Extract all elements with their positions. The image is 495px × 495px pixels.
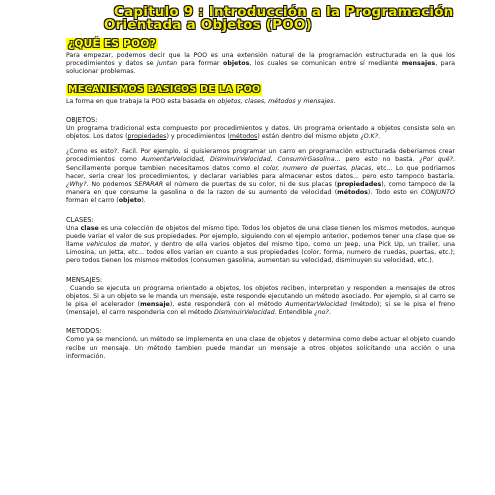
text: ). Todo esto en	[367, 189, 421, 197]
text-bold: mensaje	[140, 301, 170, 309]
text: forman el carro (	[66, 197, 119, 205]
que-es-paragraph	[66, 52, 455, 77]
text: ... pero esto no basta.	[334, 156, 420, 164]
text-bold: métodos	[337, 189, 368, 197]
text-italic: SEPARAR	[134, 181, 164, 189]
text-italic: AumentarVelocidad, DisminuirVelocidad, ConsumirGasolina	[141, 156, 335, 164]
text: ), este responderá con el método	[169, 301, 286, 309]
text-italic: vehiculos de motor	[86, 241, 150, 249]
text: , los cuales se comunican entre sí mediante	[249, 60, 402, 68]
text: , etc... Lo que podriamos hacer, seria crear los procedimientos, y declarar variables para almacenar estos datos... pero esto tampoco bastaría.	[66, 164, 455, 180]
text: , para solucionar problemas.	[66, 60, 455, 76]
objetos-paragraph-2	[66, 148, 455, 205]
text-italic: ¿Why?	[66, 181, 87, 189]
chapter-title-line-1: Capitulo 9 : Introducción a la Programación	[114, 4, 454, 20]
mecanismos-paragraph	[66, 98, 455, 106]
text-bold: objeto	[118, 197, 142, 205]
text-italic: DisminuirVelocidad	[214, 309, 275, 317]
text: . No podemos	[86, 181, 135, 189]
text: para formar	[177, 60, 224, 68]
text: .	[378, 133, 381, 141]
metodos-paragraph: Como ya se mencionó, un método se implementa en una clase de objetos y determina como debe actuar el objeto cuando recibe un mensaje. Un método tambien puede mandar un mensaje a otros objetos solicitando una acción o una información.	[66, 336, 455, 360]
text-italic: color, numero de puertas, placas	[262, 164, 372, 172]
mensajes-paragraph	[66, 285, 455, 318]
text-italic: objetos, clases, métodos y mensajes	[217, 97, 334, 105]
text: ) están dentro del mismo objeto	[257, 133, 361, 141]
text: . Sencillamente porque tambien necesitamos datos como el	[66, 156, 455, 172]
text-bold: clase	[80, 224, 99, 232]
text-italic: ¿Por qué?	[419, 156, 453, 164]
text-italic: ¿no?	[314, 309, 329, 317]
text-italic: CONJUNTO	[420, 189, 455, 197]
text-bold: propiedades	[337, 181, 382, 189]
text-underline: métodos	[229, 133, 258, 141]
text: Para empezar, podemos decir que la POO es una extensión natural de la programación estructurada en la que los procedimientos y datos se	[66, 52, 455, 68]
text-underline: propiedades	[127, 133, 167, 141]
text: ), como tampoco de la manera en que consume la gasolina o de la razon de su aumento de velocidad (	[66, 181, 455, 197]
section-title-mecanismos: MECANISMOS BASICOS DE LA POO	[68, 83, 261, 95]
text: .	[328, 309, 331, 317]
clases-paragraph	[66, 225, 455, 266]
text: Cuando se ejecuta un programa orientado a objetos, los objetos reciben, interpretan y responden a mensajes de otros objetos. Si a un objeto se le manda un mensaje, este responde ejecutando un método asociado. Por ejemplo, si al carro se le pisa el acelerador (	[66, 284, 455, 309]
heading-metodos: METODOS:	[66, 327, 102, 336]
text: ¿Como es esto?. Facil. Por ejemplo, si quisieramos programar un carro en programación estructurada deberiamos crear procedimientos como	[66, 148, 455, 164]
chapter-title	[104, 4, 455, 33]
text-italic: AumentarVelocidad	[285, 301, 347, 309]
text: Una	[66, 224, 81, 232]
text: Un programa tradicional esta compuesto por procedimientos y datos. Un programa orientado a objetos consiste solo en objetos. Los datos (	[66, 124, 455, 141]
text-italic: juntan	[157, 60, 178, 68]
section-title-que-es-poo: ¿QUÉ ES POO?	[68, 38, 156, 50]
text: el número de puertas de su color, ni de sus placas (	[163, 181, 338, 189]
text: ).	[141, 197, 146, 205]
text: (método); si se le pisa el freno (mensaje), el carro responderia con el método	[66, 301, 455, 317]
text: es una colección de objetos del mismo tipo. Todos los objetos de una clase tienen los mismos metodos, aunque puede variar el valor de sus propiedades. Por ejemplo, siguiendo con el ejemplo anterior, podemos tener una clase que se llame	[66, 224, 455, 249]
text: ) y procedimientos (	[166, 133, 230, 141]
chapter-title-line-2: Orientada a Objetos (POO)	[104, 17, 312, 33]
text: . Entendible	[274, 309, 315, 317]
text-italic: ¿O.K?	[360, 133, 378, 141]
objetos-paragraph-1	[66, 125, 455, 141]
heading-objetos: OBJETOS:	[66, 115, 98, 124]
text: .	[333, 97, 336, 105]
heading-clases: CLASES:	[66, 215, 94, 224]
text: La forma en que trabaja la POO esta basada en	[66, 97, 218, 105]
text-bold: mensajes	[401, 60, 436, 68]
text: , y dentro de ella varios objetos del mismo tipo, como un Jeep, una Pick Up, un trailer, una Limosina, un Jetta, etc... todos ellos varian en cuanto a sus propiedades (color, forma, numero de ruedas, puertas, etc.); pero todos tienen los mismos métodos (consumen gasolina, aumentan su velocidad, disminuyen su velocidad, etc.).	[66, 241, 455, 265]
heading-mensajes: MENSAJES:	[66, 275, 103, 284]
text-bold: objetos	[223, 60, 250, 68]
